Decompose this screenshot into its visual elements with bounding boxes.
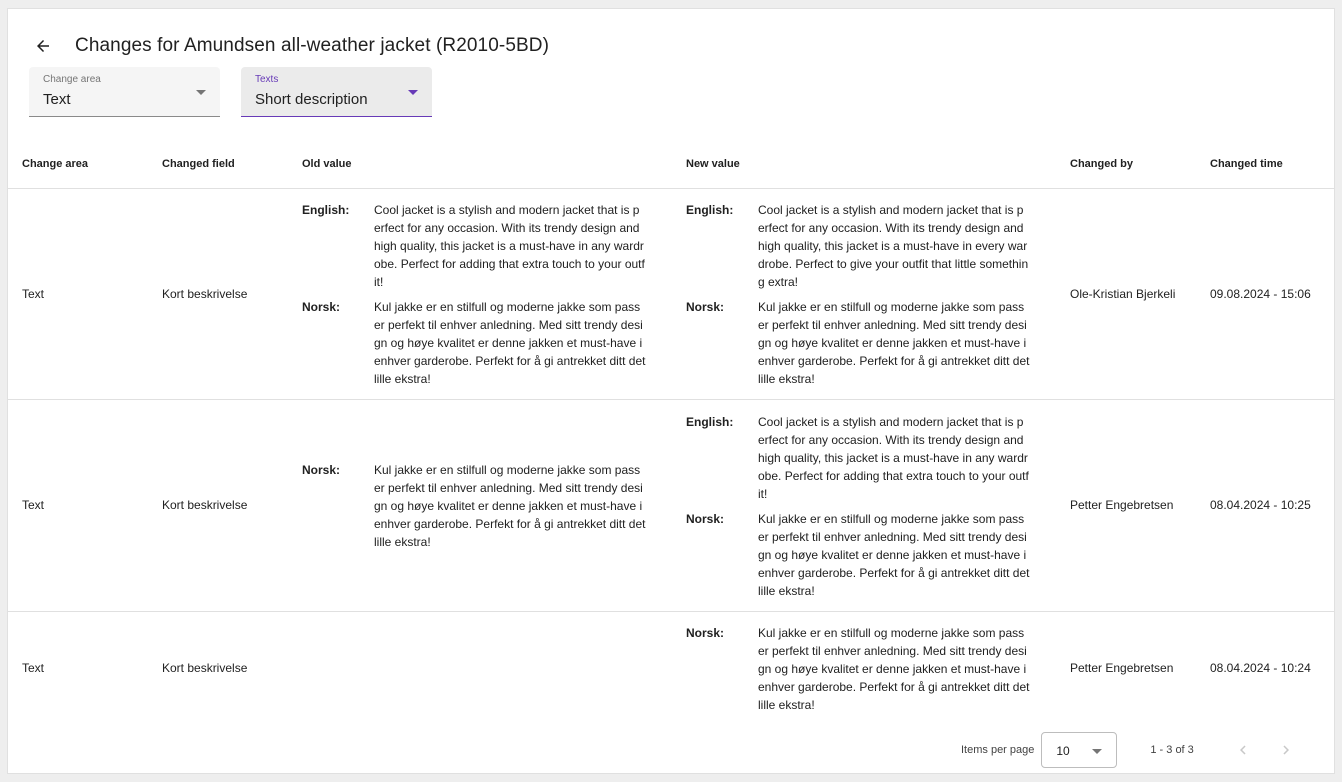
language-text: Kul jakke er en stilfull og moderne jakke som passer perfekt til enhver anledning. Med sitt trendy design og høye kvalitet er denne jakken et must-have i enhver garderobe. Perfekt for å gi antrekket ditt det lille ekstra! bbox=[374, 300, 646, 386]
column-header-old-value[interactable]: Old value bbox=[288, 141, 672, 188]
page-range-label: 1 - 3 of 3 bbox=[1150, 744, 1194, 756]
language-text: Cool jacket is a stylish and modern jacket that is perfect for any occasion. With its trendy design and high quality, this jacket is a must-have in any wardrobe. Perfect for adding that extra touch to your outfit! bbox=[374, 203, 645, 289]
column-header-changed-time[interactable]: Changed time bbox=[1196, 141, 1334, 188]
cell-change-area: Text bbox=[22, 660, 45, 675]
cell-changed-by: Petter Engebretsen bbox=[1056, 399, 1196, 611]
changes-card bbox=[7, 8, 1335, 774]
chevron-right-icon bbox=[1277, 741, 1295, 759]
language-label: English: bbox=[302, 203, 350, 217]
cell-changed-time: 08.04.2024 - 10:24 bbox=[1210, 660, 1311, 675]
back-button[interactable] bbox=[30, 33, 56, 59]
paginator bbox=[914, 727, 1334, 773]
new-value-entry bbox=[686, 510, 1056, 600]
items-per-page-label: Items per page bbox=[961, 744, 1035, 756]
cell-old-value bbox=[288, 399, 672, 611]
texts-select[interactable] bbox=[241, 67, 432, 117]
new-value-entry bbox=[686, 201, 1056, 291]
cell-changed-field: Kort beskrivelse bbox=[148, 188, 288, 399]
language-label: Norsk: bbox=[686, 625, 725, 640]
new-value-entry bbox=[686, 413, 1056, 503]
table-row bbox=[8, 399, 1334, 611]
language-text: Cool jacket is a stylish and modern jacket that is perfect for any occasion. With its trendy design and high quality, this jacket is a must-have in every wardrobe. Perfect to give your outfit that little something extra! bbox=[758, 203, 1029, 289]
cell-changed-time: 08.04.2024 - 10:25 bbox=[1196, 399, 1334, 611]
change-area-select-value: Text bbox=[43, 91, 71, 108]
column-header-changed-field[interactable]: Changed field bbox=[148, 141, 288, 188]
cell-changed-by: Ole-Kristian Bjerkeli bbox=[1056, 188, 1196, 399]
table-row bbox=[8, 188, 1334, 399]
dropdown-arrow-icon bbox=[408, 90, 418, 95]
previous-page-button[interactable] bbox=[1232, 739, 1254, 761]
chevron-left-icon bbox=[1234, 741, 1252, 759]
new-value-entry bbox=[686, 298, 1056, 388]
cell-change-area: Text bbox=[8, 188, 148, 399]
page-header bbox=[30, 25, 549, 67]
changes-table bbox=[8, 141, 1334, 724]
language-text: Kul jakke er en stilfull og moderne jakke som passer perfekt til enhver anledning. Med sitt trendy design og høye kvalitet er denne jakken et must-have i enhver garderobe. Perfekt for å gi antrekket ditt det lille ekstra! bbox=[374, 463, 646, 549]
cell-changed-by: Petter Engebretsen bbox=[1070, 660, 1174, 675]
table-header-row bbox=[8, 141, 1334, 188]
language-text: Kul jakke er en stilfull og moderne jakke som passer perfekt til enhver anledning. Med sitt trendy design og høye kvalitet er denne jakken et must-have i enhver garderobe. Perfekt for å gi antrekket ditt det lille ekstra! bbox=[758, 300, 1030, 386]
dropdown-arrow-icon bbox=[196, 90, 206, 95]
items-per-page-select[interactable] bbox=[1041, 732, 1117, 768]
texts-select-label: Texts bbox=[255, 74, 279, 85]
table-row bbox=[8, 611, 1334, 724]
old-value-entry bbox=[302, 461, 672, 551]
next-page-button[interactable] bbox=[1275, 739, 1297, 761]
cell-new-value bbox=[672, 399, 1056, 611]
change-area-select-label: Change area bbox=[43, 74, 101, 85]
items-per-page-value: 10 bbox=[1056, 744, 1070, 758]
cell-new-value bbox=[672, 611, 1056, 724]
texts-select-value: Short description bbox=[255, 91, 368, 108]
cell-change-area: Text bbox=[8, 399, 148, 611]
arrow-left-icon bbox=[34, 37, 52, 55]
language-label: Norsk: bbox=[302, 300, 341, 314]
column-header-new-value[interactable]: New value bbox=[672, 141, 1056, 188]
cell-new-value bbox=[672, 188, 1056, 399]
old-value-entry bbox=[302, 201, 672, 291]
language-text: Kul jakke er en stilfull og moderne jakke som passer perfekt til enhver anledning. Med sitt trendy design og høye kvalitet er denne jakken et must-have i enhver garderobe. Perfekt for å gi antrekket ditt det lille ekstra! bbox=[758, 511, 1030, 598]
old-value-entry bbox=[302, 298, 672, 388]
language-label: Norsk: bbox=[686, 511, 725, 526]
cell-old-value bbox=[288, 188, 672, 399]
cell-changed-time: 09.08.2024 - 15:06 bbox=[1196, 188, 1334, 399]
language-label: English: bbox=[686, 414, 734, 429]
change-area-select[interactable] bbox=[29, 67, 220, 117]
cell-changed-field: Kort beskrivelse bbox=[148, 399, 288, 611]
page-title: Changes for Amundsen all-weather jacket (R2010-5BD) bbox=[75, 35, 550, 56]
column-header-change-area[interactable]: Change area bbox=[8, 141, 148, 188]
language-label: Norsk: bbox=[302, 463, 341, 477]
new-value-entry bbox=[686, 624, 1056, 714]
dropdown-arrow-icon bbox=[1092, 749, 1102, 754]
language-label: Norsk: bbox=[686, 300, 725, 314]
language-text: Kul jakke er en stilfull og moderne jakke som passer perfekt til enhver anledning. Med sitt trendy design og høye kvalitet er denne jakken et must-have i enhver garderobe. Perfekt for å gi antrekket ditt det lille ekstra! bbox=[758, 625, 1030, 712]
cell-changed-field: Kort beskrivelse bbox=[162, 660, 248, 675]
language-label: English: bbox=[686, 203, 734, 217]
cell-old-value bbox=[288, 611, 672, 724]
language-text: Cool jacket is a stylish and modern jacket that is perfect for any occasion. With its trendy design and high quality, this jacket is a must-have in any wardrobe. Perfect for adding that extra touch to your outfit! bbox=[758, 414, 1029, 501]
column-header-changed-by[interactable]: Changed by bbox=[1056, 141, 1196, 188]
